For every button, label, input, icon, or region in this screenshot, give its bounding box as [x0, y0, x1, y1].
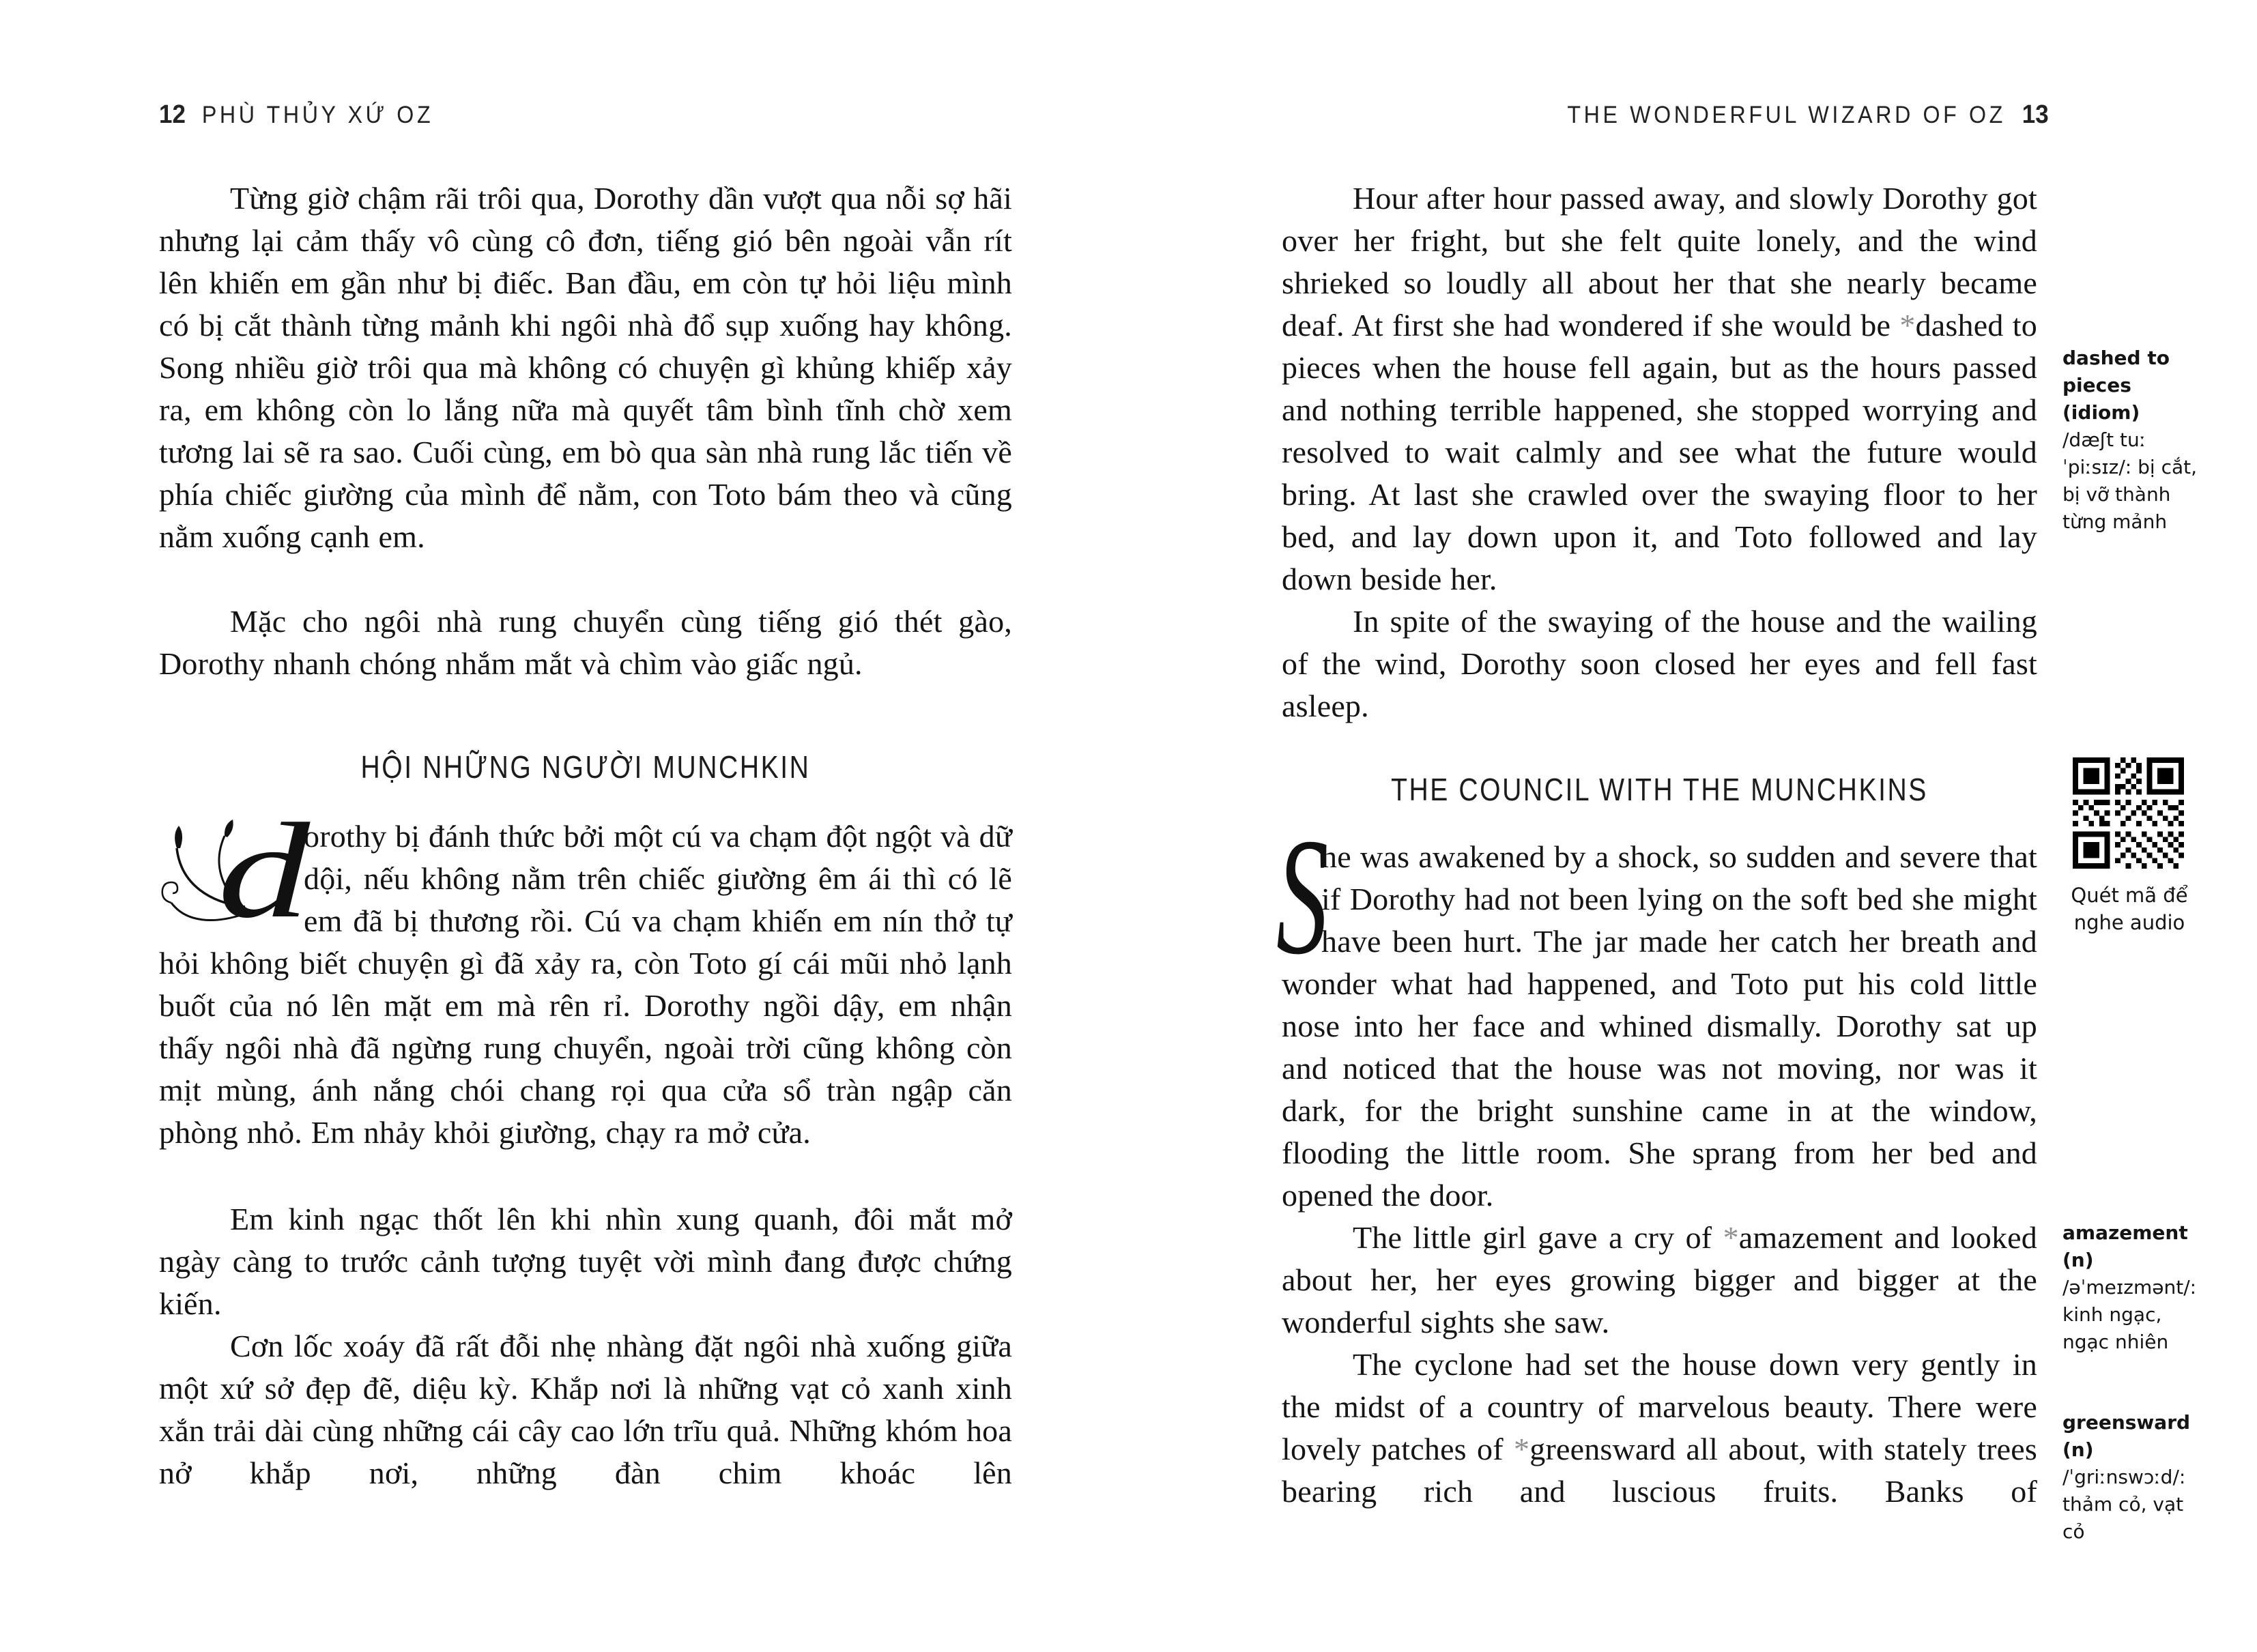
note-pos: (n) [2062, 1249, 2094, 1271]
margin-note-greensward [2062, 1409, 2198, 1546]
left-paragraph-1: Từng giờ chậm rãi trôi qua, Dorothy dần vượt qua nỗi sợ hãi nhưng lại cảm thấy vô cùng cô đơn, tiếng gió bên ngoài vẫn rít lên khiến em gần như bị điếc. Ban đầu, em còn tự hỏi liệu mình có bị cắt thành từng mảnh khi ngôi nhà đổ sụp xuống hay không. Song nhiều giờ trôi qua mà không có chuyện gì khủng khiếp xảy ra, em không còn lo lắng nữa mà quyết tâm bình tĩnh chờ xem tương lai sẽ ra sao. Cuối cùng, em bò qua sàn nhà rung lắc tiến về phía chiếc giường của mình để nằm, con Toto bám theo và cũng nằm xuống cạnh em. [159, 181, 1012, 554]
right-page-number: 13 [2022, 100, 2049, 129]
drop-cap-letter: S [1276, 804, 1329, 989]
note-term: greensward [2062, 1411, 2191, 1434]
drop-cap-s [1276, 804, 1329, 989]
note-term: dashed to pieces [2062, 347, 2170, 396]
right-paragraph-3 [1276, 804, 2037, 1217]
left-running-title: PHÙ THỦY XỨ OZ [201, 102, 434, 128]
note-pos: (idiom) [2062, 401, 2140, 424]
left-paragraph-4: Em kinh ngạc thốt lên khi nhìn xung quanh, đôi mắt mở ngày càng to trước cảnh tượng tuyệt vời mình đang được chứng kiến. [159, 1202, 1012, 1321]
right-section-heading: THE COUNCIL WITH THE MUNCHKINS [1391, 772, 1928, 807]
left-paragraph-3-text: orothy bị đánh thức bởi một cú va chạm đột ngột và dữ dội, nếu không nằm trên chiếc giường êm ái thì có lẽ em đã bị thương rồi. Cú va chạm khiến em nín thở tự hỏi không biết chuyện gì đã xảy ra, còn Toto gí cái mũi nhỏ lạnh buốt của nó lên mặt em mà rên rỉ. Dorothy ngồi dậy, em nhận thấy ngôi nhà đã ngừng rung chuyển, ngoài trời cũng không còn mịt mùng, ánh nắng chói chang rọi qua cửa sổ tràn ngập căn phòng nhỏ. Em nhảy khỏi giường, chạy ra mở cửa. [159, 819, 1012, 1150]
drop-cap-letter: d [218, 796, 311, 946]
drop-cap-d [159, 796, 311, 946]
note-definition: /əˈmeɪzmənt/: kinh ngạc, ngạc nhiên [2062, 1276, 2197, 1353]
right-running-header [1568, 101, 2049, 129]
right-paragraph-4: The little girl gave a cry of *amazement and looked about her, her eyes growing bigger and bigger at the wonderful sights she saw. [1282, 1220, 2037, 1339]
left-paragraph-3 [159, 796, 1012, 1154]
right-running-title: THE WONDERFUL WIZARD OF OZ [1567, 102, 2007, 128]
left-page-number: 12 [159, 100, 186, 129]
left-paragraph-5: Cơn lốc xoáy đã rất đỗi nhẹ nhàng đặt ngôi nhà xuống giữa một xứ sở đẹp đẽ, diệu kỳ. Khắp nơi là những vạt cỏ xanh xinh xắn trải dài cùng những cái cây cao lớn trĩu quả. Những khóm hoa nở khắp nơi, những đàn chim khoác lên [159, 1329, 1012, 1490]
right-paragraph-5: The cyclone had set the house down very gently in the midst of a country of marvelous beauty. There were lovely patches of *greensward all about, with stately trees bearing rich and luscious fruits. Banks of [1282, 1347, 2037, 1509]
note-pos: (n) [2062, 1438, 2094, 1461]
left-section-heading: HỘI NHỮNG NGƯỜI MUNCHKIN [360, 749, 811, 785]
qr-caption: Quét mã để nghe audio [2071, 884, 2188, 934]
right-paragraph-3-text: he was awakened by a shock, so sudden and severe that if Dorothy had not been lying on the soft bed she might have been hurt. The jar made her catch her breath and wonder what had happened, and Toto put his cold little nose into her face and whined dismally. Dorothy sat up and noticed that the house was not moving, nor was it dark, for the bright sunshine came in at the window, flooding the little room. She sprang from her bed and opened the door. [1282, 839, 2037, 1213]
margin-note-dashed-to-pieces [2062, 345, 2198, 536]
left-running-header [159, 101, 433, 129]
left-paragraph-2: Mặc cho ngôi nhà rung chuyển cùng tiếng gió thét gào, Dorothy nhanh chóng nhắm mắt và chìm vào giấc ngủ. [159, 604, 1012, 681]
right-paragraph-2: In spite of the swaying of the house and the wailing of the wind, Dorothy soon closed her eyes and fell fast asleep. [1282, 604, 2037, 723]
note-definition: /ˈgriːnswɔːd/: thảm cỏ, vạt cỏ [2062, 1466, 2186, 1543]
qr-code [2073, 757, 2184, 869]
note-term: amazement [2062, 1221, 2188, 1244]
right-paragraph-1: Hour after hour passed away, and slowly Dorothy got over her fright, but she felt quite lonely, and the wind shrieked so loudly all about her that she nearly became deaf. At first she had wondered if she would be *dashed to pieces when the house fell again, but as the hours passed and nothing terrible happened, she stopped worrying and resolved to wait calmly and see what the future would bring. At last she crawled over the swaying floor to her bed, and lay down upon it, and Toto followed and lay down beside her. [1282, 181, 2037, 596]
margin-note-amazement [2062, 1219, 2198, 1356]
note-definition: /dæʃt tuː ˈpiːsɪz/: bị cắt, bị vỡ thành từng mảnh [2062, 429, 2198, 533]
